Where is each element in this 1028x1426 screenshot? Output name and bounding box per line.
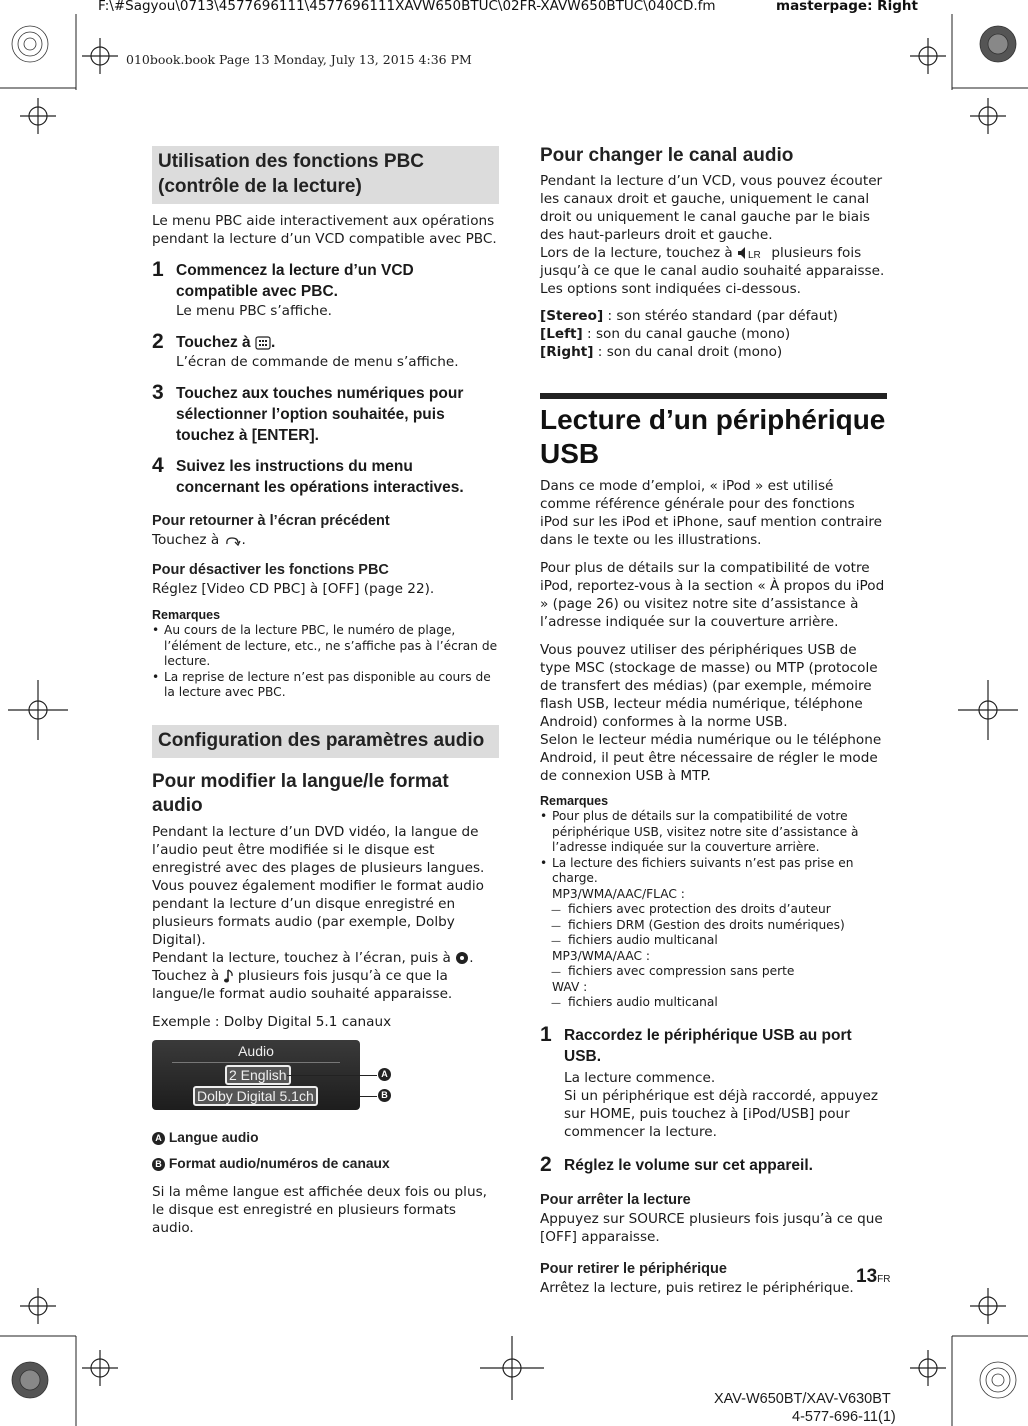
canal-instruction-2: plusieurs fois jusqu’à ce que le canal audio souhaité apparaisse.	[540, 245, 885, 279]
remove-heading: Pour retirer le périphérique	[540, 1260, 727, 1277]
usb-remark-1: • Pour plus de détails sur la compatibilité de votre périphérique USB, visitez notre site d’assistance à l’adresse indiquée sur la couverture arrière.	[540, 809, 887, 856]
closing-note: Si la même langue est affichée deux fois ou plus, le disque est enregistré en plusieurs formats audio.	[152, 1183, 487, 1236]
canal-options-intro: Les options sont indiquées ci-dessous.	[540, 281, 801, 297]
return-heading: Pour retourner à l’écran précédent	[152, 513, 390, 529]
audio-config-section-title: Configuration des paramètres audio	[152, 725, 499, 758]
option-text: : son stéréo standard (par défaut)	[603, 308, 838, 324]
step-title: Commencez la lecture d’un VCD compatible avec PBC.	[176, 262, 414, 300]
legend-b-badge: B	[152, 1158, 165, 1171]
format-group-2: MP3/WMA/AAC :	[552, 948, 651, 963]
format-item: — fichiers avec compression sans perte	[540, 964, 887, 980]
legend-b-text: Format audio/numéros de canaux	[168, 1155, 390, 1171]
option-key: [Right]	[540, 344, 594, 360]
back-arrow-icon	[224, 535, 242, 547]
legend-a-text: Langue audio	[168, 1129, 259, 1145]
marker-a: A	[378, 1068, 391, 1081]
legend-b	[152, 1154, 499, 1173]
canal-options	[540, 307, 887, 361]
step-number: 1	[540, 1022, 552, 1046]
format-item: — fichiers DRM (Gestion des droits numériques)	[540, 918, 887, 934]
step-title: Réglez le volume sur cet appareil.	[564, 1156, 813, 1174]
step-desc-2: Si un périphérique est déjà raccordé, appuyez sur HOME, puis touchez à [iPod/USB] pour commencer la lecture.	[564, 1087, 878, 1140]
screen-language: 2 English	[225, 1065, 291, 1085]
page-suffix: FR	[877, 1274, 891, 1285]
step-title: Touchez aux touches numériques pour sélectionner l’option souhaitée, puis touchez à [ENTER].	[176, 385, 464, 444]
lang-format-heading: Pour modifier la langue/le format audio	[152, 770, 449, 816]
return-text: Touchez à	[152, 532, 220, 548]
pbc-section-title: Utilisation des fonctions PBC (contrôle de la lecture)	[152, 146, 499, 204]
callout-line-b	[322, 1096, 377, 1097]
book-info: 010book.book Page 13 Monday, July 13, 2015 4:36 PM	[126, 52, 472, 67]
right-column	[540, 144, 887, 1297]
format-item: — fichiers avec protection des droits d’auteur	[540, 902, 887, 918]
marker-b: B	[378, 1089, 391, 1102]
masterpage-label: masterpage: Right	[776, 0, 918, 14]
lang-instruction: Pendant la lecture, touchez à l’écran, puis à	[152, 949, 451, 966]
step-desc: Le menu PBC s’affiche.	[176, 303, 332, 319]
format-item: — fichiers audio multicanal	[540, 933, 887, 949]
pbc-step-1	[152, 260, 499, 320]
remark-item: • La reprise de lecture n’est pas disponible au cours de la lecture avec PBC.	[152, 670, 499, 701]
option-text: : son du canal gauche (mono)	[582, 326, 791, 342]
usb-remarks-heading: Remarques	[540, 794, 609, 808]
example-caption: Exemple : Dolby Digital 5.1 canaux	[152, 1013, 392, 1030]
canal-paragraph: Pendant la lecture d’un VCD, vous pouvez écouter les canaux droit et gauche, uniquement le canal droit ou uniquement le canal gauche par le biais des haut-parleurs droit et gauche.	[540, 173, 883, 243]
stop-heading: Pour arrêter la lecture	[540, 1191, 691, 1208]
usb-step-1	[540, 1022, 887, 1141]
document-code: 4-577-696-11(1)	[792, 1409, 896, 1425]
screen-title: Audio	[238, 1042, 274, 1059]
usb-section-title: Lecture d’un périphérique USB	[540, 393, 887, 471]
legend-a-badge: A	[152, 1132, 165, 1145]
step-desc: La lecture commence.	[564, 1069, 716, 1086]
remarks-heading: Remarques	[152, 608, 221, 622]
settings-dial-icon	[455, 951, 469, 965]
speaker-lr-icon	[737, 246, 767, 260]
step-desc: L’écran de commande de menu s’affiche.	[176, 354, 459, 370]
format-group-3: WAV :	[552, 979, 588, 994]
usb-paragraph-3: Vous pouvez utiliser des périphériques USB de type MSC (stockage de masse) ou MTP (protocole de transfert des médias) (par exemple, mémoire flash USB, lecteur média numérique, téléphone Android) conformes à la norme USB.	[540, 642, 878, 730]
option-key: [Stereo]	[540, 308, 604, 324]
file-path: F:\#Sagyou\0713\4577696111\4577696111XAVW650BTUC\02FR-XAVW650BTUC\040CD.fm	[98, 0, 716, 14]
remove-text: Arrêtez la lecture, puis retirez le périphérique.	[540, 1279, 854, 1296]
step-number: 3	[152, 381, 164, 404]
disable-heading: Pour désactiver les fonctions PBC	[152, 562, 389, 578]
step-title: Touchez à	[176, 334, 251, 351]
step-number: 2	[540, 1152, 552, 1176]
step-title: Suivez les instructions du menu concernant les opérations interactives.	[176, 458, 464, 496]
step-number: 4	[152, 454, 164, 477]
option-key: [Left]	[540, 326, 583, 342]
usb-paragraph-2: Pour plus de détails sur la compatibilité de votre iPod, reportez-vous à la section « À propos du iPod » (page 26) ou visitez notre site d’assistance à l’adresse indiquée sur la couverture arrière.	[540, 560, 885, 630]
pbc-step-2: 2 Touchez à . L’écran de commande de menu s’affiche.	[152, 332, 499, 371]
remark-item: • Au cours de la lecture PBC, le numéro de plage, l’élément de lecture, etc., ne s’affiche pas à l’écran de lecture.	[152, 623, 499, 670]
lang-instruction-3: plusieurs fois jusqu’à ce que la langue/le format audio souhaité apparaisse.	[152, 967, 453, 1002]
stop-text: Appuyez sur SOURCE plusieurs fois jusqu’à ce que [OFF] apparaisse.	[540, 1210, 883, 1245]
step-number: 2	[152, 330, 164, 353]
canal-heading: Pour changer le canal audio	[540, 145, 794, 166]
audio-screen-illustration	[152, 1040, 499, 1116]
pbc-step-3	[152, 383, 499, 446]
format-group-1: MP3/WMA/AAC/FLAC :	[552, 886, 685, 901]
canal-instruction: Lors de la lecture, touchez à	[540, 245, 733, 261]
lang-instruction-2: Touchez à	[152, 967, 220, 984]
music-note-icon	[224, 969, 234, 983]
page-number-value: 13	[856, 1266, 878, 1287]
callout-line-a	[287, 1075, 377, 1076]
keypad-icon	[255, 336, 271, 350]
model-number: XAV-W650BT/XAV-V630BT	[714, 1391, 891, 1407]
svg-text:LR: LR	[748, 250, 761, 260]
step-title: Raccordez le périphérique USB au port USB.	[564, 1026, 852, 1065]
step-number: 1	[152, 258, 164, 281]
usb-remark-2: • La lecture des fichiers suivants n’est pas prise en charge.	[540, 856, 887, 887]
usb-step-2	[540, 1152, 887, 1176]
left-column: Utilisation des fonctions PBC (contrôle de la lecture) Le menu PBC aide interactivement aux opérations pendant la lecture d’un VCD compatible avec PBC. 1 Commencez la lecture d’un VCD compatible avec PBC. Le menu PBC s’affiche. 2 Touchez à . L’écran de commande de menu s’affiche. 3 Touchez aux touches numériques pour sélectionner l’option souhaitée, puis touchez à [ENTER]. 4 Suivez les instructions du menu concernant les opérations interactives. Pour retourner à l’écran précédent Touchez à . Pour désactiver les fonctions PBC Réglez [Video CD PBC] à [OFF] (page 22). Remarques • Au cours de la lecture PBC, le numéro de plage, l’élément de lecture, etc., ne s’affiche pas à l’écran de lecture. • La reprise de lecture n’est pas disponible au cours de la lecture avec PBC. Configuration des paramètres audio Pour modifier la langue/le format audio Pendant la lecture d’un DVD vidéo, la langue de l’audio peut être modifiée si le disque est enregistré avec des plages de plusieurs langues. Vous pouvez également modifier le format audio pendant la lecture d’un disque enregistré en plusieurs formats audio (par exemple, Dolby Digital). Pendant la lecture, touchez à l’écran, puis à . Touchez à plusieurs fois jusqu’à ce que la langue/le format audio souhaité apparaisse. Exemple : Dolby Digital 5.1 canaux Audio 2 English Dolby Digital 5.1ch A B A Langue audio B Format audio/numéros de canaux Si la même langue est affichée deux fois ou plus, le disque est enregistré en plusieurs formats audio.	[152, 146, 499, 1237]
disable-text: Réglez [Video CD PBC] à [OFF] (page 22).	[152, 581, 435, 597]
legend-a	[152, 1128, 499, 1147]
screen-format: Dolby Digital 5.1ch	[193, 1086, 318, 1106]
format-item: — fichiers audio multicanal	[540, 995, 887, 1011]
pbc-intro: Le menu PBC aide interactivement aux opérations pendant la lecture d’un VCD compatible avec PBC.	[152, 213, 497, 247]
pbc-step-4	[152, 456, 499, 498]
lang-paragraph: Pendant la lecture d’un DVD vidéo, la langue de l’audio peut être modifiée si le disque est enregistré avec des plages de plusieurs langues. Vous pouvez également modifier le format audio pendant la lecture d’un disque enregistré en plusieurs formats audio (par exemple, Dolby Digital).	[152, 823, 485, 948]
option-text: : son du canal droit (mono)	[593, 344, 783, 360]
usb-paragraph-4: Selon le lecteur média numérique ou le téléphone Android, il peut être nécessaire de régler le mode de connexion USB à MTP.	[540, 732, 882, 784]
page-number	[856, 1266, 890, 1288]
usb-paragraph-1: Dans ce mode d’emploi, « iPod » est utilisé comme référence générale pour des fonctions iPod sur les iPod et iPhone, sauf mention contraire dans le texte ou les illustrations.	[540, 478, 883, 548]
